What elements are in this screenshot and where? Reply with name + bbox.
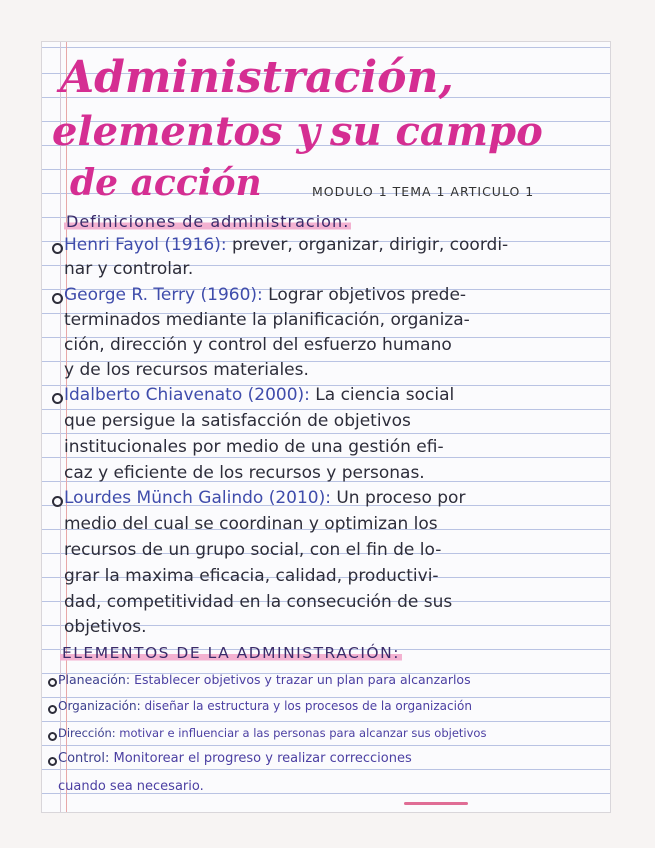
module-reference: MODULO 1 TEMA 1 ARTICULO 1 <box>312 184 535 199</box>
element-organizacion-text: diseñar la estructura y los procesos de la organización <box>144 699 472 713</box>
element-planeacion-label: Planeación: <box>58 672 131 687</box>
element-control-label: Control: <box>58 751 110 766</box>
fayol-text-1: prever, organizar, dirigir, coordi- <box>232 235 509 255</box>
definition-chiavenato-line-4: caz y eficiente de los recursos y personas. <box>64 463 425 483</box>
author-munch: Lourdes Münch Galindo (2010): <box>64 488 331 508</box>
element-control-continuation: cuando sea necesario. <box>58 779 204 794</box>
definitions-heading <box>64 212 351 231</box>
definition-chiavenato-line-1 <box>64 385 454 405</box>
definition-munch-line-6: objetivos. <box>64 617 147 637</box>
bullet-icon <box>48 678 57 687</box>
bullet-icon <box>52 393 63 404</box>
element-organizacion <box>58 699 472 713</box>
definition-fayol-line-2: nar y controlar. <box>64 259 194 279</box>
definition-terry-line-3: ción, dirección y control del esfuerzo humano <box>64 335 452 355</box>
bullet-icon <box>48 705 57 714</box>
bullet-icon <box>52 243 63 254</box>
elements-heading <box>60 644 402 662</box>
definition-munch-line-3: recursos de un grupo social, con el fin de lo- <box>64 540 442 560</box>
chiavenato-text-1: La ciencia social <box>315 385 455 405</box>
author-fayol: Henri Fayol (1916): <box>64 235 227 255</box>
element-control <box>58 751 412 766</box>
definition-munch-line-2: medio del cual se coordinan y optimizan los <box>64 514 438 534</box>
title-line-2-b: su campo <box>330 108 543 155</box>
definition-terry-line-1 <box>64 285 466 305</box>
definition-munch-line-1 <box>64 488 465 508</box>
elements-heading-text: ELEMENTOS DE LA ADMINISTRACIÓN: <box>62 644 400 662</box>
element-planeacion-text: Establecer objetivos y trazar un plan para alcanzarlos <box>134 672 471 687</box>
definition-chiavenato-line-2: que persigue la satisfacción de objetivos <box>64 411 411 431</box>
definition-terry-line-4: y de los recursos materiales. <box>64 360 309 380</box>
author-chiavenato: Idalberto Chiavenato (2000): <box>64 385 310 405</box>
definitions-heading-text: Definiciones de administracion: <box>66 212 350 231</box>
title-line-2-a: elementos y <box>52 108 320 155</box>
title-line-1: Administración, <box>60 52 454 103</box>
definition-munch-line-4: grar la maxima eficacia, calidad, productivi- <box>64 566 439 586</box>
munch-text-1: Un proceso por <box>336 488 466 508</box>
element-organizacion-label: Organización: <box>58 699 141 713</box>
bullet-icon <box>48 757 57 766</box>
definition-munch-line-5: dad, competitividad en la consecución de sus <box>64 592 453 612</box>
bullet-icon <box>52 496 63 507</box>
bullet-icon <box>52 293 63 304</box>
title-line-3: de acción <box>70 162 262 204</box>
element-control-text: Monitorear el progreso y realizar correcciones <box>113 751 412 766</box>
decorative-pink-stroke <box>404 802 468 805</box>
element-direccion <box>58 726 486 740</box>
element-direccion-label: Dirección: <box>58 726 116 740</box>
definition-chiavenato-line-3: institucionales por medio de una gestión efi- <box>64 437 444 457</box>
terry-text-1: Lograr objetivos prede- <box>268 285 467 305</box>
element-direccion-text: motivar e influenciar a las personas para alcanzar sus objetivos <box>119 726 487 740</box>
element-planeacion <box>58 672 471 687</box>
definition-fayol-line-1 <box>64 235 508 255</box>
bullet-icon <box>48 732 57 741</box>
author-terry: George R. Terry (1960): <box>64 285 263 305</box>
margin-line-inner <box>60 42 61 812</box>
definition-terry-line-2: terminados mediante la planificación, organiza- <box>64 310 470 330</box>
